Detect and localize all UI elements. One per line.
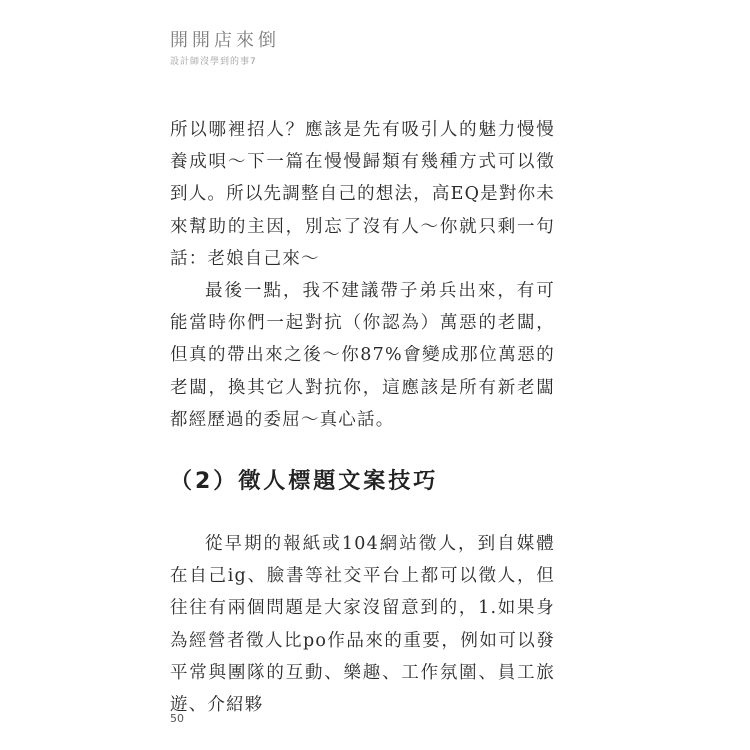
running-header <box>170 26 280 67</box>
paragraph-1: 所以哪裡招人？應該是先有吸引人的魅力慢慢養成唄～下一篇在慢慢歸類有幾種方式可以徵到人。所以先調整自己的想法，高EQ是對你未來幫助的主因，別忘了沒有人～你就只剩一句話：老娘自己來～ <box>170 120 555 269</box>
page-number: 50 <box>170 712 184 725</box>
book-subtitle: 設計師沒學到的事7 <box>170 57 257 67</box>
book-title: 開開店來倒 <box>170 30 280 51</box>
paragraph-3: 從早期的報紙或104網站徵人，到自媒體在自己ig、臉書等社交平台上都可以徵人，但往往有兩個問題是大家沒留意到的，1.如果身為經營者徵人比po作品來的重要，例如可以發平常與團隊的互動、樂趣、工作氛圍、員工旅遊、介紹夥 <box>170 534 555 716</box>
paragraph-2: 最後一點，我不建議帶子弟兵出來，有可能當時你們一起對抗（你認為）萬惡的老闆，但真的帶出來之後～你87%會變成那位萬惡的老闆，換其它人對抗你，這應該是所有新老闆都經歷過的委屈～真心話。 <box>170 281 555 430</box>
body-text <box>170 114 555 721</box>
section-heading: （2）徵人標題文案技巧 <box>170 469 439 495</box>
